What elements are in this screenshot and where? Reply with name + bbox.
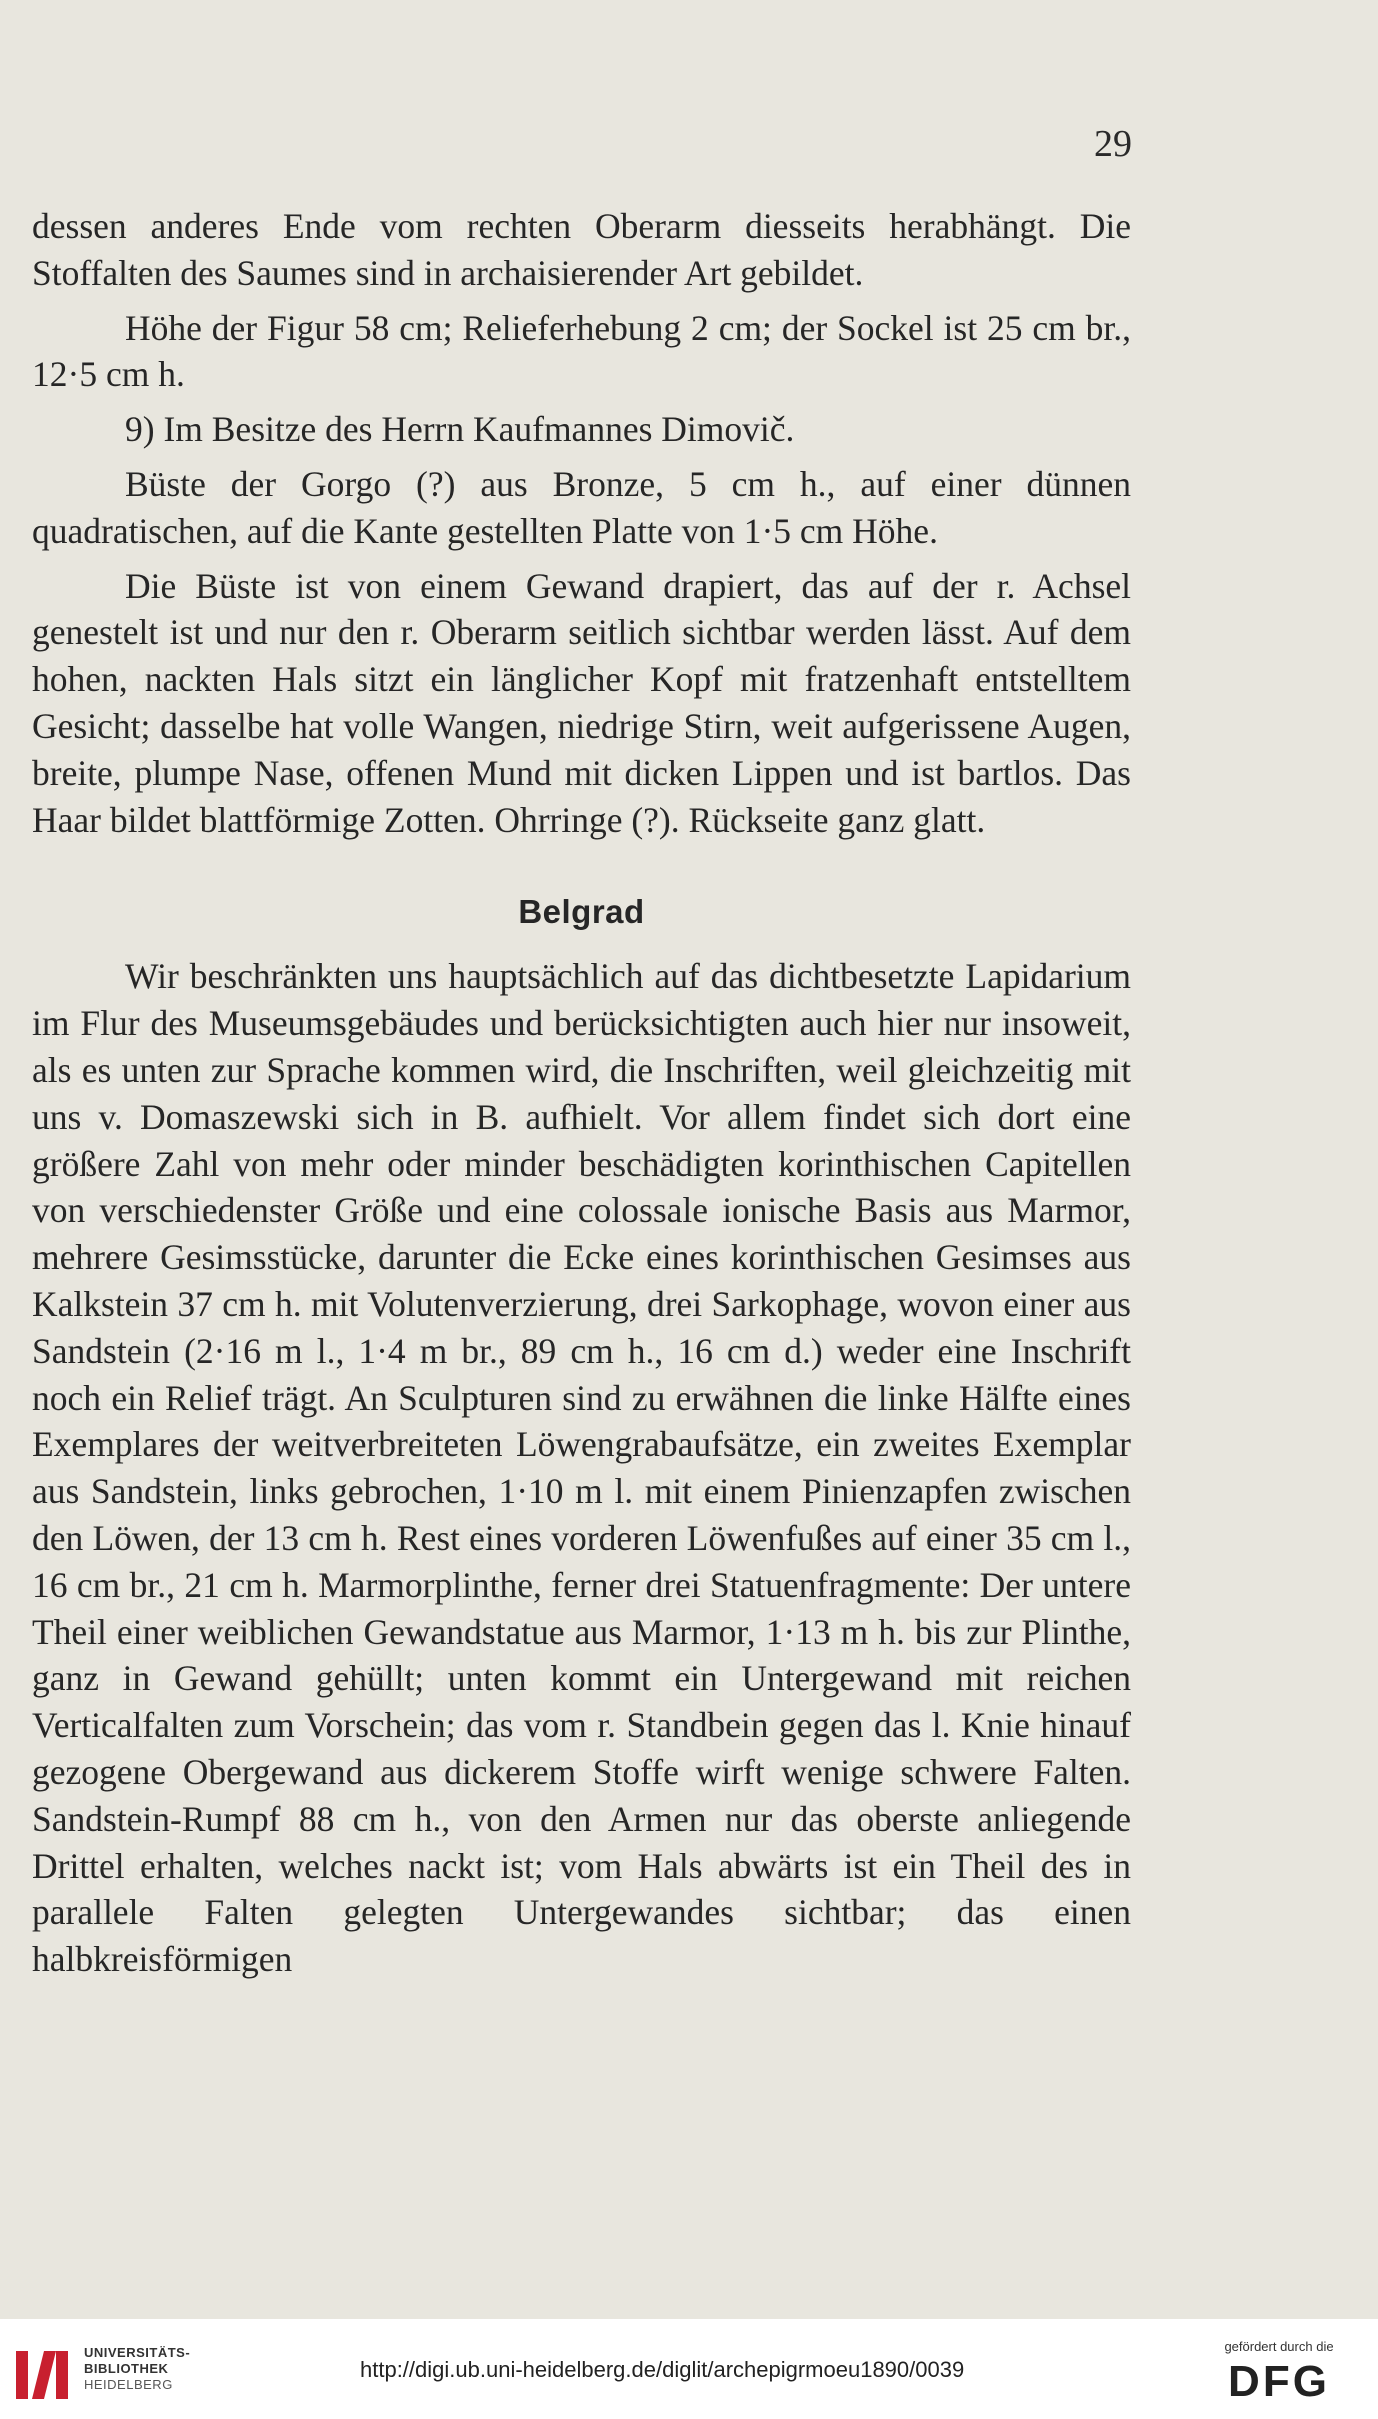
permalink-url[interactable]: http://digi.ub.uni-heidelberg.de/diglit/archepigrmoeu1890/0039	[360, 2357, 965, 2382]
paragraph-5: Die Büste ist von einem Gewand drapiert, das auf der r. Achsel genestelt ist und nur den r. Oberarm seitlich sichtbar werden lässt. Auf dem hohen, nackten Hals sitzt ein länglicher Kopf mit fratzenhaft entstelltem Gesicht; dasselbe hat volle Wangen, niedrige Stirn, weit aufgerissene Augen, breite, plumpe Nase, offenen Mund mit dicken Lippen und ist bartlos. Das Haar bildet blattförmige Zotten. Ohrringe (?). Rückseite ganz glatt.	[32, 565, 1131, 840]
footer-bar	[0, 2319, 1378, 2419]
paragraph-4: Büste der Gorgo (?) aus Bronze, 5 cm h., auf einer dünnen quadratischen, auf die Kante gestellten Platte von 1·5 cm Höhe.	[32, 463, 1131, 551]
funder-label: gefördert durch die	[1224, 2339, 1334, 2354]
section-heading: Belgrad	[518, 893, 645, 931]
library-name-line-2: BIBLIOTHEK	[84, 2361, 169, 2376]
funder-block	[1204, 2339, 1354, 2406]
paragraph-1: dessen anderes Ende vom rechten Oberarm diesseits herabhängt. Die Stoffalten des Saumes sind in archaisierender Art gebildet.	[32, 206, 1131, 293]
paragraph-6: Wir beschränkten uns hauptsächlich auf das dichtbesetzte Lapidarium im Flur des Museumsgebäudes und berücksichtigten auch hier nur insoweit, als es unten zur Sprache kommen wird, die Inschriften, weil gleichzeitig mit uns v. Domaszewski sich in B. aufhielt. Vor allem findet sich dort eine größere Zahl von mehr oder minder beschädigten korinthischen Capitellen von verschiedenster Größe und eine colossale ionische Basis aus Marmor, mehrere Gesimsstücke, darunter die Ecke eines korinthischen Gesimses aus Kalkstein 37 cm h. mit Volutenverzierung, drei Sarkophage, wovon einer aus Sandstein (2·16 m l., 1·4 m br., 89 cm h., 16 cm d.) weder eine Inschrift noch ein Relief trägt. An Sculpturen sind zu erwähnen die linke Hälfte eines Exemplares der weitverbreiteten Löwengrabaufsätze, ein zweites Exemplar aus Sandstein, links gebrochen, 1·10 m l. mit einem Pinienzapfen zwischen den Löwen, der 13 cm h. Rest eines vorderen Löwenfußes auf einer 35 cm l., 16 cm br., 21 cm h. Marmorplinthe, ferner drei Statuenfragmente: Der untere Theil einer weiblichen Gewandstatue aus Marmor, 1·13 m h. bis zur Plinthe, ganz in Gewand gehüllt; unten kommt ein Untergewand mit reichen Verticalfalten zum Vorschein; das vom r. Standbein gegen das l. Knie hinauf gezogene Obergewand aus dickerem Stoffe wirft wenige schwere Falten. Sandstein-Rumpf 88 cm h., von den Armen nur das oberste anliegende Drittel erhalten, welches nackt ist; vom Hals abwärts ist ein Theil des in parallele Falten gelegten Untergewandes sichtbar; das einen halbkreisförmigen	[32, 956, 1131, 1980]
body-text	[32, 203, 1131, 1983]
library-name-line-1: UNIVERSITÄTS-	[84, 2345, 191, 2360]
paragraph-3: 9) Im Besitze des Herrn Kaufmannes Dimovič.	[125, 409, 795, 450]
library-name-line-3: HEIDELBERG	[84, 2377, 173, 2392]
dfg-logo: DFG	[1228, 2357, 1330, 2406]
paragraph-2: Höhe der Figur 58 cm; Relieferhebung 2 cm; der Sockel ist 25 cm br., 12·5 cm h.	[32, 307, 1131, 395]
university-library-logo-icon	[12, 2341, 76, 2405]
page-number: 29	[1094, 123, 1132, 165]
library-name	[84, 2345, 190, 2393]
